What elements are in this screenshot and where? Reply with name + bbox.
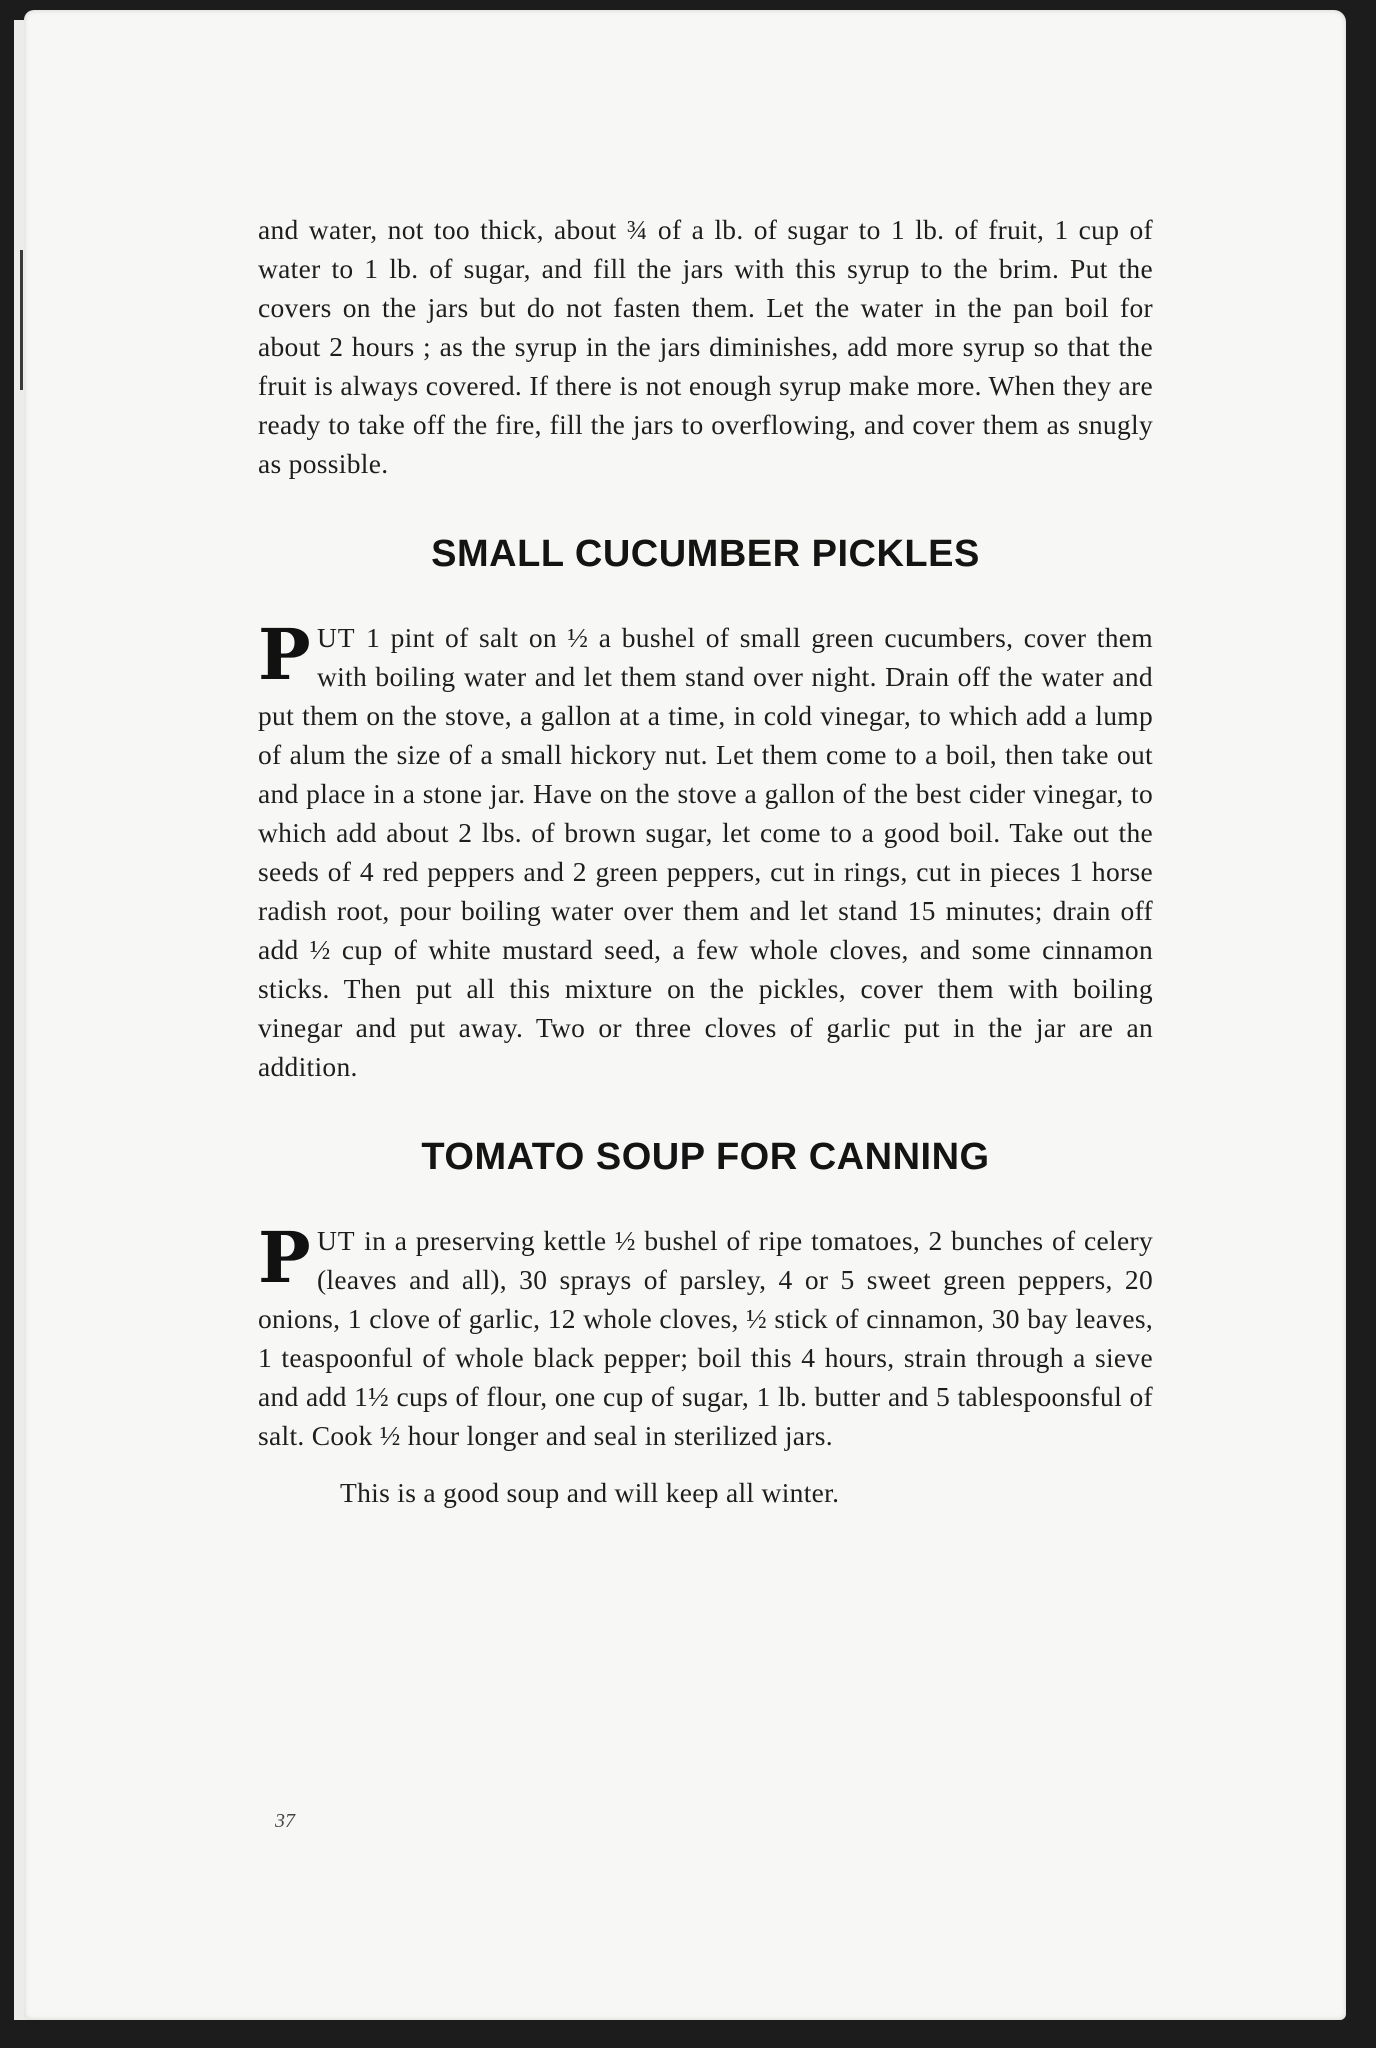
pickles-body: 1 pint of salt on ½ a bushel of small green cucumbers, cover them with boiling water and let them stand over night. Drain off the water and put them on the stove, a gallon at a time, in cold vinegar, to which add a lump of alum the size of a small hickory nut. Let them come to a boil, then take out and place in a stone jar. Have on the stove a gallon of the best cider vinegar, to which add about 2 lbs. of brown sugar, let come to a good boil. Take out the seeds of 4 red peppers and 2 green peppers, cut in rings, cut in pieces 1 horse radish root, pour boiling water over them and let stand 15 minutes; drain off add ½ cup of white mustard seed, a few whole cloves, and some cinnamon sticks. Then put all this mixture on the pickles, cover them with boiling vinegar and put away. Two or three cloves of garlic put in the jar are an addition. xyxy=(258,622,1153,1082)
pickles-heading: SMALL CUCUMBER PICKLES xyxy=(431,533,980,575)
page-number: 37 xyxy=(275,1810,295,1832)
page-text-column xyxy=(258,210,1153,1512)
pickles-dropcap: P xyxy=(258,613,311,696)
soup-closing-line: This is a good soup and will keep all winter. xyxy=(340,1477,840,1508)
soup-first-word: UT xyxy=(316,1225,356,1256)
continuation-paragraph: and water, not too thick, about ¾ of a lb. of sugar to 1 lb. of fruit, 1 cup of water to 1 lb. of sugar, and fill the jars with this syrup to the brim. Put the covers on the jars but do not fasten them. Let the water in the pan boil for about 2 hours ; as the syrup in the jars diminishes, add more syrup so that the fruit is always covered. If there is not enough syrup make more. When they are ready to take off the fire, fill the jars to overflowing, and cover them as snugly as possible. xyxy=(258,214,1153,479)
soup-paragraph xyxy=(258,1216,1153,1455)
pickles-paragraph xyxy=(258,613,1153,1086)
soup-heading: TOMATO SOUP FOR CANNING xyxy=(421,1136,990,1178)
soup-body: in a preserving kettle ½ bushel of ripe tomatoes, 2 bunches of celery (leaves and all), 30 sprays of parsley, 4 or 5 sweet green peppers, 20 onions, 1 clove of garlic, 12 whole cloves, ½ stick of cinnamon, 30 bay leaves, 1 teaspoonful of whole black pepper; boil this 4 hours, strain through a sieve and add 1½ cups of flour, one cup of sugar, 1 lb. butter and 5 tablespoonsful of salt. Cook ½ hour longer and seal in sterilized jars. xyxy=(258,1225,1153,1451)
pickles-first-word: UT xyxy=(316,622,356,653)
soup-dropcap: P xyxy=(258,1216,311,1299)
binding-mark-top xyxy=(20,250,23,390)
